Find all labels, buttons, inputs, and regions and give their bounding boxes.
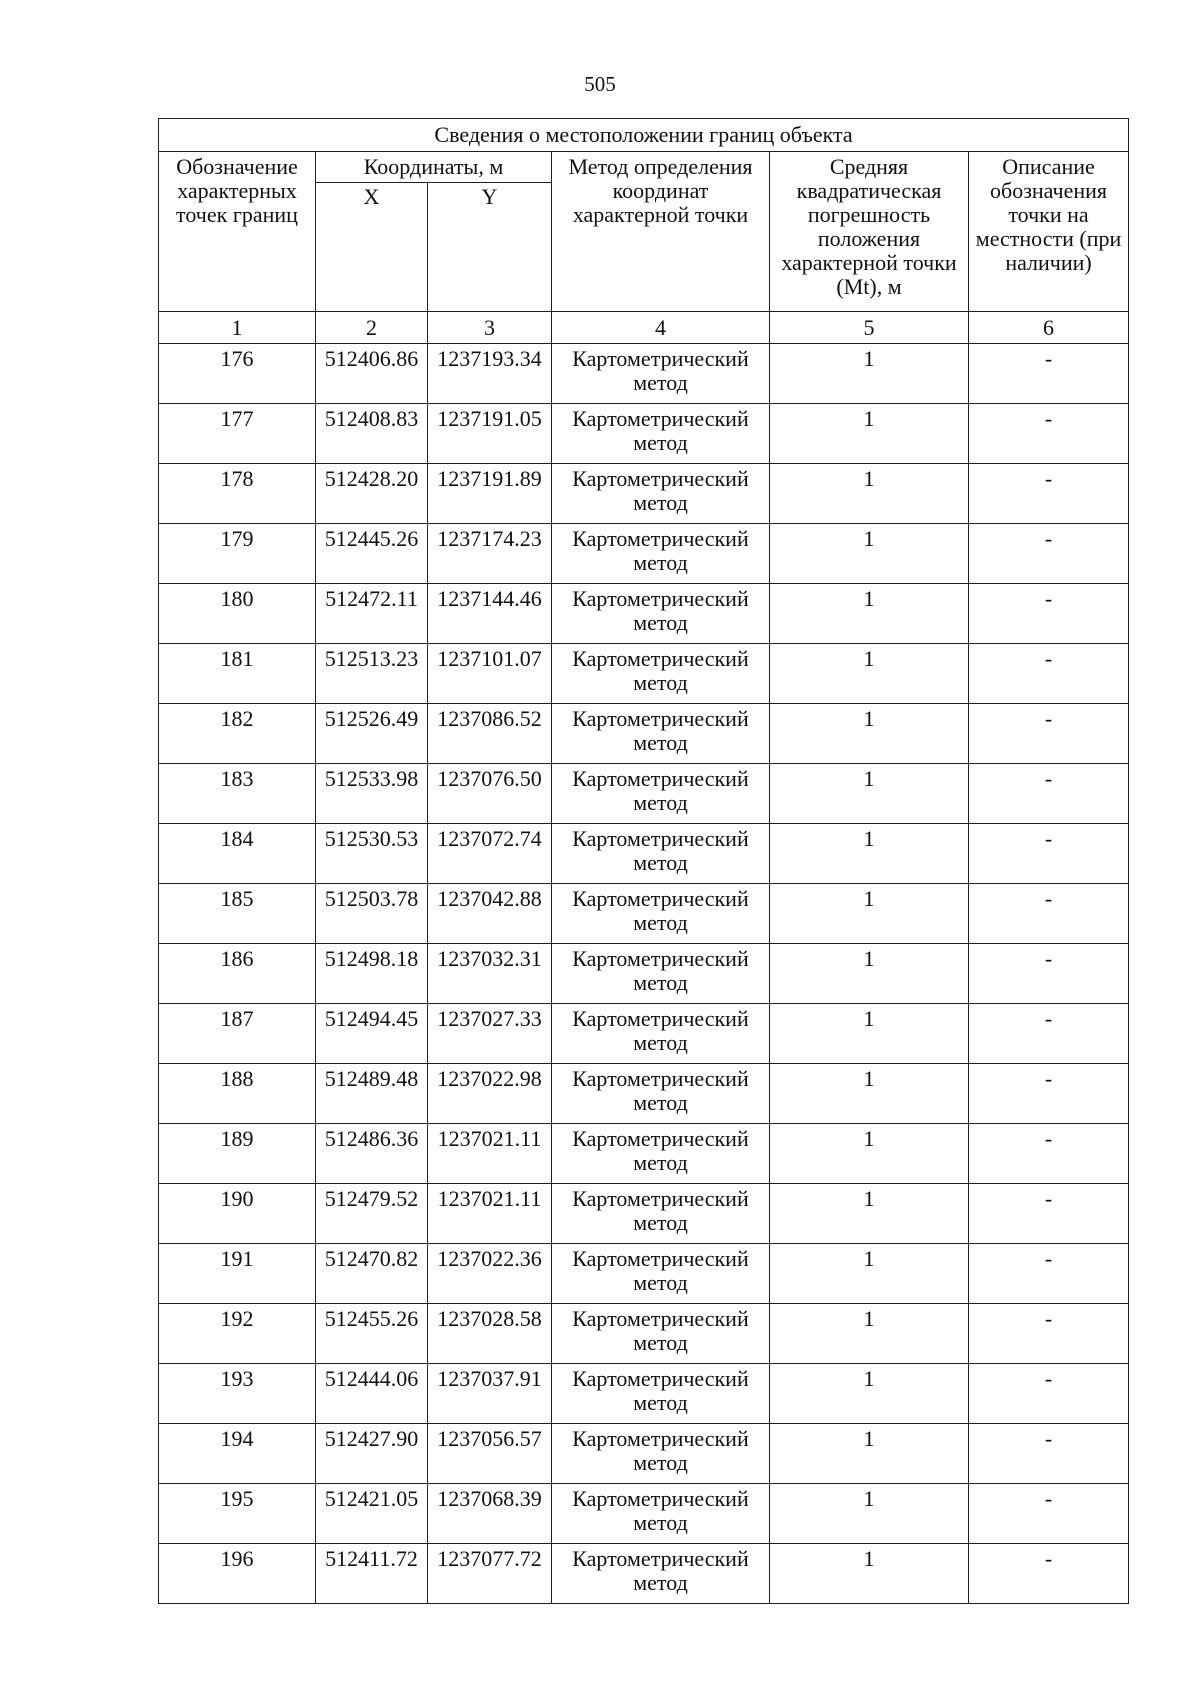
- cell-x: 512498.18: [316, 944, 428, 1004]
- table-row: [159, 1004, 1129, 1064]
- cell-x: 512494.45: [316, 1004, 428, 1064]
- column-number: 3: [428, 312, 552, 344]
- cell-error: 1: [770, 1004, 969, 1064]
- cell-point: 180: [159, 584, 316, 644]
- cell-y: 1237072.74: [428, 824, 552, 884]
- cell-error: 1: [770, 404, 969, 464]
- table-title: Сведения о местоположении границ объекта: [159, 119, 1129, 152]
- cell-error: 1: [770, 1064, 969, 1124]
- page-number: 505: [584, 72, 616, 96]
- cell-x: 512428.20: [316, 464, 428, 524]
- cell-x: 512533.98: [316, 764, 428, 824]
- cell-x: 512445.26: [316, 524, 428, 584]
- cell-x: 512455.26: [316, 1304, 428, 1364]
- cell-point: 183: [159, 764, 316, 824]
- cell-x: 512427.90: [316, 1424, 428, 1484]
- cell-y: 1237086.52: [428, 704, 552, 764]
- cell-x: 512472.11: [316, 584, 428, 644]
- cell-point: 194: [159, 1424, 316, 1484]
- cell-error: 1: [770, 1304, 969, 1364]
- cell-description: -: [969, 1124, 1129, 1184]
- cell-y: 1237144.46: [428, 584, 552, 644]
- table-row: [159, 824, 1129, 884]
- cell-method: Картометрический метод: [552, 764, 770, 824]
- column-number: 4: [552, 312, 770, 344]
- cell-point: 187: [159, 1004, 316, 1064]
- table-row: [159, 1544, 1129, 1604]
- cell-y: 1237027.33: [428, 1004, 552, 1064]
- cell-method: Картометрический метод: [552, 1424, 770, 1484]
- cell-x: 512444.06: [316, 1364, 428, 1424]
- table-row: [159, 944, 1129, 1004]
- cell-y: 1237101.07: [428, 644, 552, 704]
- cell-x: 512421.05: [316, 1484, 428, 1544]
- cell-point: 176: [159, 344, 316, 404]
- cell-method: Картометрический метод: [552, 1064, 770, 1124]
- cell-point: 191: [159, 1244, 316, 1304]
- header-mean-error: Средняя квадратическая погрешность положения характерной точки (Mt), м: [770, 152, 969, 312]
- column-number: 6: [969, 312, 1129, 344]
- cell-method: Картометрический метод: [552, 1304, 770, 1364]
- cell-point: 195: [159, 1484, 316, 1544]
- cell-x: 512530.53: [316, 824, 428, 884]
- cell-y: 1237028.58: [428, 1304, 552, 1364]
- table-row: [159, 704, 1129, 764]
- cell-description: -: [969, 1244, 1129, 1304]
- table-row: [159, 404, 1129, 464]
- cell-method: Картометрический метод: [552, 584, 770, 644]
- cell-point: 186: [159, 944, 316, 1004]
- cell-x: 512406.86: [316, 344, 428, 404]
- boundary-coordinates-table: [158, 118, 1129, 1604]
- cell-point: 181: [159, 644, 316, 704]
- cell-y: 1237191.05: [428, 404, 552, 464]
- cell-description: -: [969, 1304, 1129, 1364]
- cell-error: 1: [770, 524, 969, 584]
- header-point-designation: Обозначение характерных точек границ: [159, 152, 316, 312]
- cell-error: 1: [770, 884, 969, 944]
- cell-point: 188: [159, 1064, 316, 1124]
- cell-x: 512408.83: [316, 404, 428, 464]
- cell-point: 179: [159, 524, 316, 584]
- cell-description: -: [969, 404, 1129, 464]
- cell-method: Картометрический метод: [552, 1244, 770, 1304]
- cell-method: Картометрический метод: [552, 1124, 770, 1184]
- cell-x: 512489.48: [316, 1064, 428, 1124]
- cell-description: -: [969, 644, 1129, 704]
- cell-method: Картометрический метод: [552, 464, 770, 524]
- cell-description: -: [969, 824, 1129, 884]
- cell-x: 512486.36: [316, 1124, 428, 1184]
- table-row: [159, 1124, 1129, 1184]
- cell-description: -: [969, 1484, 1129, 1544]
- cell-y: 1237076.50: [428, 764, 552, 824]
- table-row: [159, 1244, 1129, 1304]
- cell-description: -: [969, 1364, 1129, 1424]
- cell-y: 1237037.91: [428, 1364, 552, 1424]
- cell-point: 192: [159, 1304, 316, 1364]
- cell-error: 1: [770, 1424, 969, 1484]
- cell-method: Картометрический метод: [552, 824, 770, 884]
- header-description: Описание обозначения точки на местности (при наличии): [969, 152, 1129, 312]
- cell-point: 178: [159, 464, 316, 524]
- header-y: Y: [428, 183, 552, 312]
- header-method: Метод определения координат характерной точки: [552, 152, 770, 312]
- cell-y: 1237032.31: [428, 944, 552, 1004]
- cell-description: -: [969, 1544, 1129, 1604]
- cell-error: 1: [770, 944, 969, 1004]
- cell-description: -: [969, 524, 1129, 584]
- table-row: [159, 584, 1129, 644]
- cell-description: -: [969, 1064, 1129, 1124]
- cell-error: 1: [770, 644, 969, 704]
- cell-point: 185: [159, 884, 316, 944]
- cell-y: 1237021.11: [428, 1124, 552, 1184]
- cell-method: Картометрический метод: [552, 884, 770, 944]
- header-coordinates: Координаты, м: [316, 152, 552, 183]
- table-row: [159, 884, 1129, 944]
- cell-method: Картометрический метод: [552, 344, 770, 404]
- cell-point: 182: [159, 704, 316, 764]
- cell-description: -: [969, 1184, 1129, 1244]
- cell-description: -: [969, 884, 1129, 944]
- table-row: [159, 1364, 1129, 1424]
- cell-y: 1237193.34: [428, 344, 552, 404]
- cell-method: Картометрический метод: [552, 1364, 770, 1424]
- cell-description: -: [969, 1004, 1129, 1064]
- cell-y: 1237068.39: [428, 1484, 552, 1544]
- cell-method: Картометрический метод: [552, 404, 770, 464]
- cell-method: Картометрический метод: [552, 944, 770, 1004]
- cell-error: 1: [770, 704, 969, 764]
- cell-description: -: [969, 464, 1129, 524]
- cell-method: Картометрический метод: [552, 524, 770, 584]
- table-row: [159, 764, 1129, 824]
- cell-description: -: [969, 584, 1129, 644]
- cell-error: 1: [770, 1244, 969, 1304]
- cell-method: Картометрический метод: [552, 1484, 770, 1544]
- cell-point: 189: [159, 1124, 316, 1184]
- cell-description: -: [969, 704, 1129, 764]
- cell-y: 1237042.88: [428, 884, 552, 944]
- cell-method: Картометрический метод: [552, 704, 770, 764]
- cell-error: 1: [770, 464, 969, 524]
- table-row: [159, 1064, 1129, 1124]
- cell-error: 1: [770, 1124, 969, 1184]
- cell-y: 1237191.89: [428, 464, 552, 524]
- table-row: [159, 464, 1129, 524]
- table-row: [159, 1424, 1129, 1484]
- cell-error: 1: [770, 824, 969, 884]
- cell-x: 512479.52: [316, 1184, 428, 1244]
- cell-error: 1: [770, 584, 969, 644]
- cell-x: 512411.72: [316, 1544, 428, 1604]
- cell-point: 184: [159, 824, 316, 884]
- cell-error: 1: [770, 344, 969, 404]
- cell-method: Картометрический метод: [552, 1004, 770, 1064]
- cell-point: 193: [159, 1364, 316, 1424]
- header-x: X: [316, 183, 428, 312]
- cell-description: -: [969, 344, 1129, 404]
- column-number: 1: [159, 312, 316, 344]
- table-row: [159, 1184, 1129, 1244]
- cell-point: 190: [159, 1184, 316, 1244]
- cell-y: 1237021.11: [428, 1184, 552, 1244]
- cell-x: 512470.82: [316, 1244, 428, 1304]
- cell-y: 1237056.57: [428, 1424, 552, 1484]
- cell-method: Картометрический метод: [552, 1184, 770, 1244]
- table-row: [159, 1304, 1129, 1364]
- column-number: 5: [770, 312, 969, 344]
- cell-error: 1: [770, 1184, 969, 1244]
- cell-error: 1: [770, 1484, 969, 1544]
- table-row: [159, 344, 1129, 404]
- cell-x: 512526.49: [316, 704, 428, 764]
- table-row: [159, 644, 1129, 704]
- cell-description: -: [969, 1424, 1129, 1484]
- column-number: 2: [316, 312, 428, 344]
- cell-x: 512503.78: [316, 884, 428, 944]
- cell-y: 1237022.98: [428, 1064, 552, 1124]
- cell-x: 512513.23: [316, 644, 428, 704]
- cell-method: Картометрический метод: [552, 644, 770, 704]
- cell-error: 1: [770, 1544, 969, 1604]
- table-row: [159, 1484, 1129, 1544]
- cell-y: 1237022.36: [428, 1244, 552, 1304]
- cell-error: 1: [770, 1364, 969, 1424]
- cell-error: 1: [770, 764, 969, 824]
- table-row: [159, 524, 1129, 584]
- cell-y: 1237174.23: [428, 524, 552, 584]
- cell-description: -: [969, 944, 1129, 1004]
- cell-point: 177: [159, 404, 316, 464]
- cell-point: 196: [159, 1544, 316, 1604]
- table-body: [159, 344, 1129, 1604]
- cell-y: 1237077.72: [428, 1544, 552, 1604]
- cell-description: -: [969, 764, 1129, 824]
- cell-method: Картометрический метод: [552, 1544, 770, 1604]
